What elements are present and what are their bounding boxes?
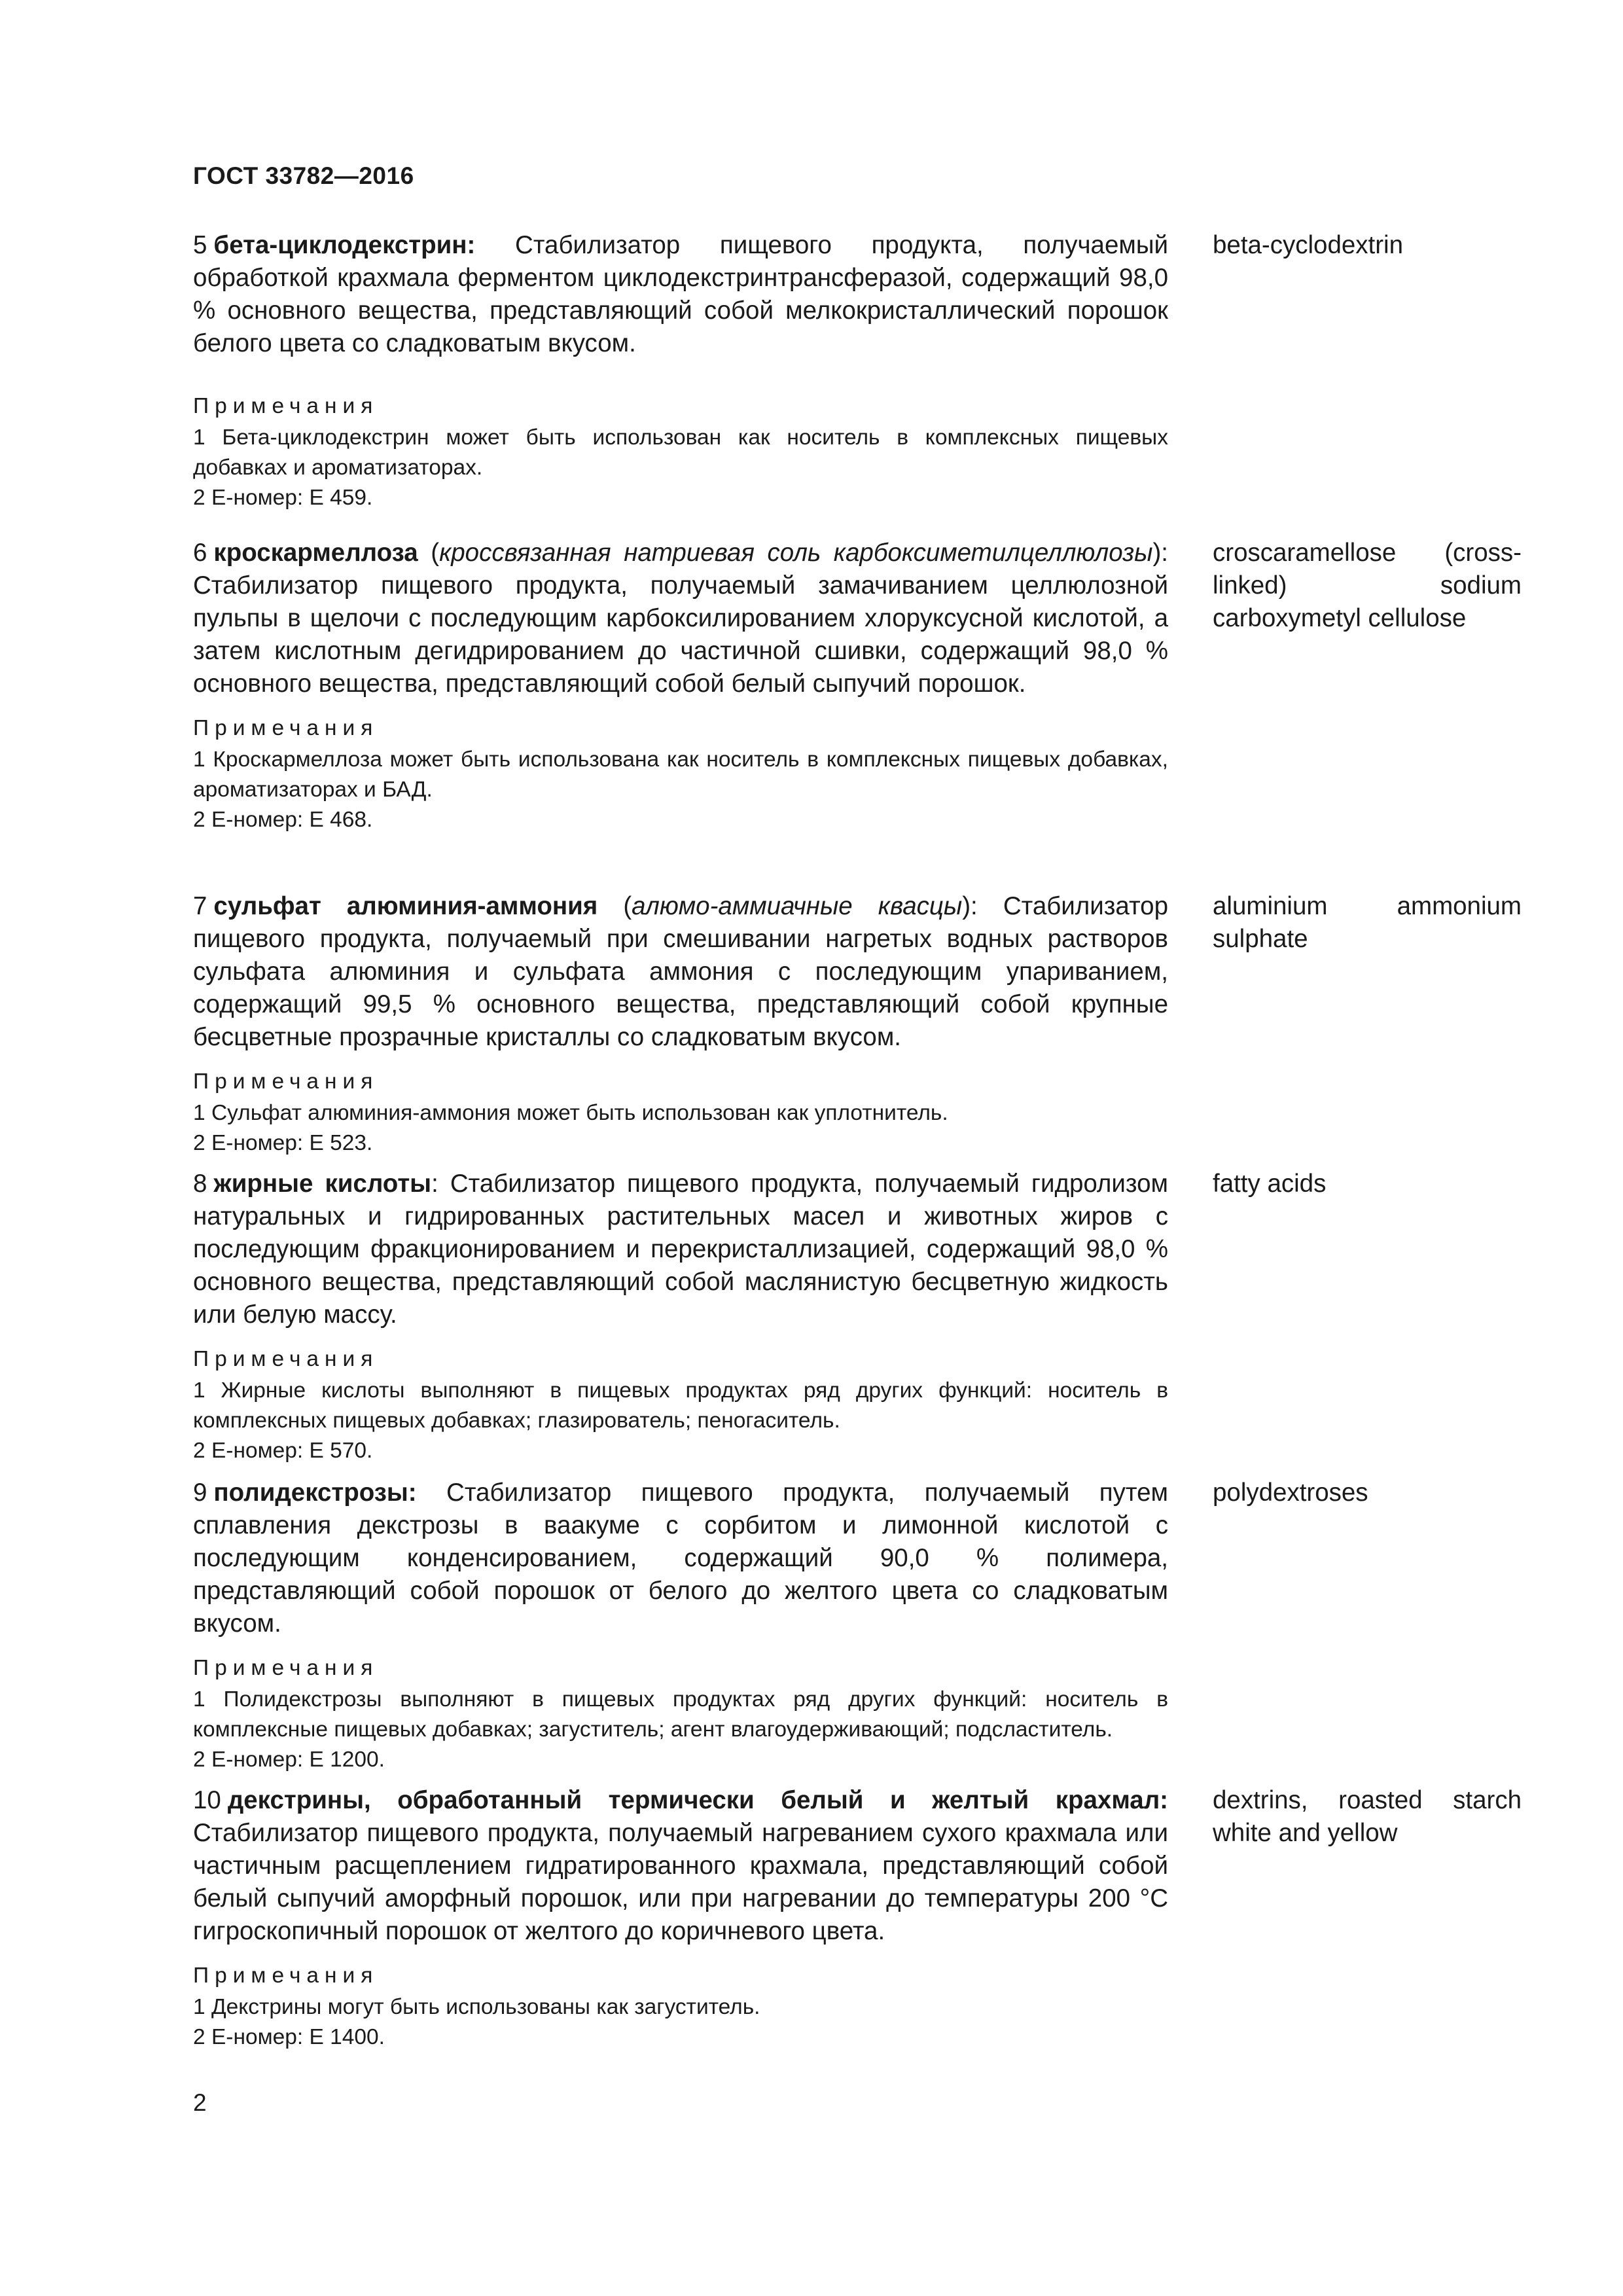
- entry-synonym: кроссвязанная натриевая соль карбоксиметилцеллюлозы: [439, 539, 1153, 567]
- notes-title: Примечания: [193, 1347, 379, 1371]
- page-number: 2: [193, 2089, 207, 2116]
- notes-title: Примечания: [193, 1964, 379, 1988]
- definition-entry-8: [193, 1168, 1522, 1466]
- entry-number: 5: [193, 231, 207, 259]
- entry-definition: Стабилизатор пищевого продукта, получаемый гидролизом натуральных и гидрированных растительных масел и животных жиров с последующим фракционированием и перекристаллизацией, содержащий 98,0 % основного вещества, представляющий собой маслянистую бесцветную жидкость или белую массу.: [193, 1170, 1168, 1329]
- english-term: polydextroses: [1213, 1479, 1368, 1507]
- notes-block: [193, 1961, 1168, 2053]
- definition-text: [193, 1168, 1168, 1331]
- notes-title: Примечания: [193, 394, 379, 418]
- entry-term: сульфат алюминия-аммония: [213, 892, 598, 920]
- note-item: 1 Бета-циклодекстрин может быть использован как носитель в комплексных пищевых добавках и ароматизаторах.: [193, 425, 1168, 480]
- paren-open: (: [431, 539, 440, 567]
- entry-definition: Стабилизатор пищевого продукта, получаемый замачиванием целлюлозной пульпы в щелочи с последующим карбоксилированием хлоруксусной кислотой, а затем кислотным дегидрированием до частичной сшивки, содержащий 98,0 % основного вещества, представляющий собой белый сыпучий порошок.: [193, 571, 1168, 698]
- paren-close: ):: [1152, 539, 1168, 567]
- entry-number: 7: [193, 892, 207, 920]
- notes-title: Примечания: [193, 1069, 379, 1094]
- paren-open: (: [623, 892, 632, 920]
- entry-definition: Стабилизатор пищевого продукта, получаемый обработкой крахмала ферментом циклодекстринтрансферазой, содержащий 98,0 % основного вещества, представляющий собой мелкокристаллический порошок белого цвета со сладковатым вкусом.: [193, 231, 1168, 357]
- notes-block: [193, 713, 1168, 835]
- entry-number: 8: [193, 1170, 207, 1198]
- english-term: beta-cyclodextrin: [1213, 231, 1404, 259]
- entry-term: кроскармеллоза: [213, 539, 418, 567]
- entry-definition: Стабилизатор пищевого продукта, получаемый путем сплавления декстрозы в ваакуме с сорбитом и лимонной кислотой с последующим конденсированием, содержащий 90,0 % полимера, представляющий собой порошок от белого до желтого цвета со сладковатым вкусом.: [193, 1479, 1168, 1638]
- note-item: 1 Жирные кислоты выполняют в пищевых продуктах ряд других функций: носитель в комплексных пищевых добавках; глазирователь; пеногаситель.: [193, 1378, 1168, 1433]
- definition-entry-5: [193, 229, 1522, 513]
- definition-entry-9: [193, 1477, 1522, 1775]
- entry-number: 9: [193, 1479, 207, 1507]
- note-item: 1 Полидекстрозы выполняют в пищевых продуктах ряд других функций: носитель в комплексные пищевых добавках; загуститель; агент влагоудерживающий; подсластитель.: [193, 1687, 1168, 1742]
- notes-title: Примечания: [193, 716, 379, 740]
- entry-term: жирные кислоты: [213, 1170, 432, 1198]
- entry-term: полидекстрозы:: [213, 1479, 417, 1507]
- definition-text: [193, 229, 1168, 360]
- note-item: 1 Сульфат алюминия-аммония может быть использован как уплотнитель.: [193, 1101, 948, 1125]
- definition-text: [193, 890, 1168, 1054]
- notes-block: [193, 1653, 1168, 1775]
- notes-block: [193, 1344, 1168, 1466]
- entry-number: 6: [193, 539, 207, 567]
- document-header: ГОСТ 33782—2016: [193, 162, 414, 189]
- note-item: 2 Е-номер: Е 459.: [193, 486, 373, 510]
- definition-text: [193, 1477, 1168, 1640]
- definition-entry-6: [193, 537, 1522, 835]
- definition-text: [193, 537, 1168, 700]
- notes-block: [193, 391, 1168, 513]
- english-term: aluminium ammonium sulphate: [1213, 892, 1522, 953]
- entry-synonym: алюмо-аммиачные квасцы: [632, 892, 963, 920]
- note-item: 2 Е-номер: Е 1400.: [193, 2025, 385, 2049]
- note-item: 2 Е-номер: Е 523.: [193, 1131, 373, 1155]
- note-item: 2 Е-номер: Е 570.: [193, 1439, 373, 1463]
- term-colon: :: [431, 1170, 438, 1198]
- note-item: 2 Е-номер: Е 1200.: [193, 1748, 385, 1772]
- entry-term: декстрины, обработанный термически белый и желтый крахмал:: [227, 1786, 1168, 1814]
- english-term: fatty acids: [1213, 1170, 1327, 1198]
- entry-term: бета-циклодекстрин:: [213, 231, 476, 259]
- definition-entry-10: [193, 1784, 1522, 2053]
- notes-block: [193, 1067, 1168, 1158]
- note-item: 1 Кроскармеллоза может быть использована как носитель в комплексных пищевых добавках, ароматизаторах и БАД.: [193, 747, 1168, 802]
- notes-title: Примечания: [193, 1656, 379, 1680]
- entry-definition: Стабилизатор пищевого продукта, получаемый при смешивании нагретых водных растворов сульфата алюминия и сульфата аммония с последующим упариванием, содержащий 99,5 % основного вещества, представляющий собой крупные бесцветные прозрачные кристаллы со сладковатым вкусом.: [193, 892, 1168, 1051]
- entry-number: 10: [193, 1786, 221, 1814]
- note-item: 1 Декстрины могут быть использованы как загуститель.: [193, 1995, 760, 2019]
- english-term: croscaramellose (cross-linked) sodium carboxymetyl cellulose: [1213, 539, 1522, 632]
- paren-close: ):: [962, 892, 978, 920]
- definition-entry-7: [193, 890, 1522, 1158]
- entry-definition: Стабилизатор пищевого продукта, получаемый нагреванием сухого крахмала или частичным расщеплением гидратированного крахмала, представляющий собой белый сыпучий аморфный порошок, или при нагревании до температуры 200 °С гигроскопичный порошок от желтого до коричневого цвета.: [193, 1819, 1168, 1945]
- note-item: 2 Е-номер: Е 468.: [193, 808, 373, 832]
- definition-text: [193, 1784, 1168, 1948]
- english-term: dextrins, roasted starch white and yellow: [1213, 1786, 1522, 1847]
